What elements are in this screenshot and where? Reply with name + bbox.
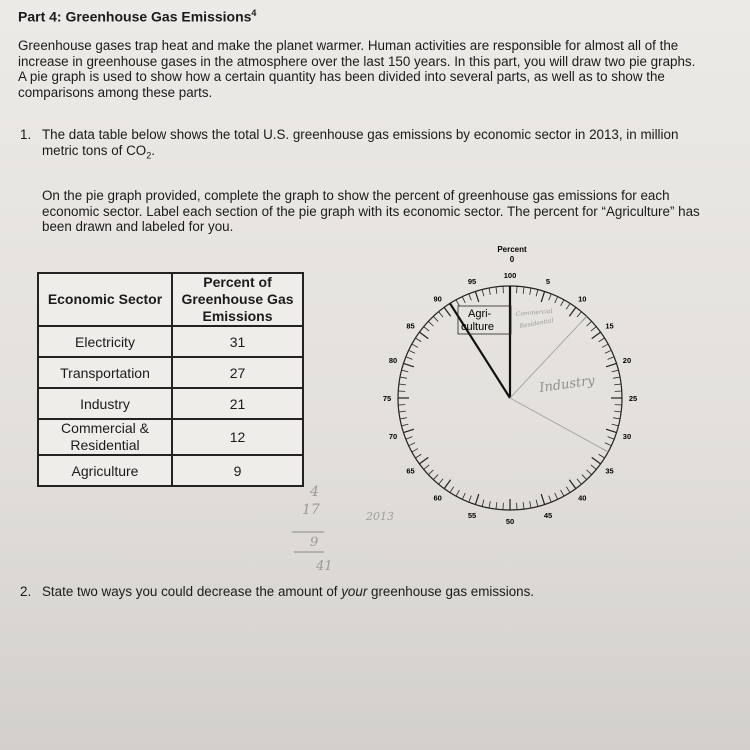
pie-tick-mark — [523, 287, 524, 294]
pie-tick-mark — [462, 297, 465, 303]
pie-tick-mark — [412, 449, 418, 452]
pie-tick-mark — [402, 424, 409, 426]
pie-tick-mark — [402, 370, 409, 372]
pie-tick-label: 5 — [545, 277, 551, 287]
pie-tick-mark — [605, 350, 611, 353]
percent-cell: 27 — [172, 357, 303, 388]
pie-tick-mark — [569, 307, 575, 316]
pie-tick-mark — [419, 332, 428, 338]
sector-cell: Agriculture — [38, 455, 172, 486]
table-row — [38, 419, 303, 455]
pie-tick-mark — [409, 350, 415, 353]
pie-tick-mark — [613, 418, 620, 419]
handwritten-note: 41 — [316, 559, 333, 574]
pie-tick-mark — [419, 457, 428, 463]
pie-tick-mark — [577, 312, 581, 317]
residential-handwriting: Residential — [519, 317, 554, 330]
percent-cell: 9 — [172, 455, 303, 486]
sector-cell: Electricity — [38, 326, 172, 357]
pie-tick-mark — [475, 494, 478, 504]
pie-tick-mark — [456, 490, 459, 496]
pie-tick-mark — [591, 327, 596, 331]
pie-tick-mark — [406, 437, 413, 440]
pie-tick-mark — [439, 479, 443, 484]
handwritten-note: 2013 — [366, 510, 394, 523]
pie-tick-label: 20 — [622, 355, 632, 365]
pie-tick-mark — [592, 332, 601, 338]
table-row — [38, 326, 303, 357]
pie-tick-mark — [561, 300, 564, 306]
pie-tick-mark — [541, 494, 544, 504]
pie-tick-mark — [614, 384, 621, 385]
pie-tick-mark — [541, 291, 544, 301]
pie-tick-mark — [582, 475, 587, 480]
pie-tick-mark — [606, 429, 616, 432]
percent-cell: 12 — [172, 419, 303, 455]
question-2-number: 2. — [20, 584, 32, 599]
percent-zero-label: 0 — [509, 255, 515, 264]
pie-tick-mark — [469, 496, 472, 503]
pie-tick-mark — [523, 502, 524, 509]
page-heading — [18, 8, 256, 25]
pie-tick-mark — [439, 312, 443, 317]
pie-tick-mark — [399, 384, 406, 385]
pie-tick-label: 85 — [406, 321, 415, 331]
pie-tick-mark — [612, 424, 619, 426]
pie-tick-label: 70 — [388, 432, 398, 442]
pie-tick-mark — [469, 294, 472, 301]
pie-tick-mark — [489, 501, 490, 508]
question-1-text — [42, 127, 702, 164]
question-2-emphasis: your — [341, 584, 368, 599]
pie-tick-label: 35 — [605, 466, 614, 476]
sector-cell: Commercial & Residential — [38, 419, 172, 455]
sector-cell: Transportation — [38, 357, 172, 388]
pie-tick-mark — [412, 344, 418, 347]
sector-cell: Industry — [38, 388, 172, 419]
pie-tick-mark — [591, 465, 596, 469]
pie-tick-mark — [561, 490, 564, 496]
pie-tick-mark — [462, 493, 465, 499]
pie-tick-label: 60 — [433, 493, 442, 503]
question-1-instructions: On the pie graph provided, complete the graph to show the percent of greenhouse gas emissions for each economic sector. Label each section of the pie graph with its economic sector. The percent for “Agriculture” has been drawn and labeled for you. — [42, 188, 700, 234]
pie-tick-mark — [608, 437, 615, 440]
percent-cell: 21 — [172, 388, 303, 419]
pie-tick-mark — [612, 370, 619, 372]
pie-tick-label: 10 — [578, 294, 587, 304]
question-1-number: 1. — [20, 127, 32, 142]
handwritten-notes — [280, 480, 420, 575]
heading-footnote: 4 — [251, 8, 257, 18]
pie-tick-mark — [433, 475, 438, 480]
pie-tick-mark — [409, 443, 415, 446]
pie-tick-mark — [530, 501, 531, 508]
handwritten-note: 17 — [302, 502, 320, 518]
pie-tick-mark — [587, 470, 592, 475]
percent-title: Percent — [497, 245, 527, 254]
header-economic-sector: Economic Sector — [38, 273, 172, 326]
pie-tick-mark — [566, 487, 570, 493]
pie-tick-mark — [424, 327, 429, 331]
pie-tick-mark — [496, 287, 497, 294]
pie-tick-mark — [399, 411, 406, 412]
agriculture-label-top: Agri- — [468, 308, 492, 320]
pie-tick-label: 55 — [467, 510, 477, 520]
pie-tick-mark — [549, 496, 552, 503]
commercial-handwriting: Commercial — [515, 307, 553, 318]
pie-tick-mark — [406, 357, 413, 360]
pie-tick-mark — [444, 480, 450, 489]
pie-tick-mark — [605, 443, 611, 446]
pie-tick-mark — [613, 377, 620, 378]
pie-tick-label: 25 — [628, 394, 638, 403]
pie-tick-mark — [555, 493, 558, 499]
pie-tick-mark — [444, 307, 450, 316]
question-2-text — [42, 584, 534, 599]
pie-tick-mark — [400, 418, 407, 419]
pie-tick-mark — [569, 480, 575, 489]
pie-tick-mark — [475, 291, 478, 301]
pie-tick-mark — [403, 363, 413, 366]
pie-tick-label: 80 — [388, 355, 398, 365]
pie-tick-label: 50 — [505, 517, 515, 526]
pie-tick-mark — [496, 502, 497, 509]
industry-handwriting: Industry — [538, 373, 596, 396]
pie-tick-mark — [536, 500, 538, 507]
agriculture-label-bottom: culture — [461, 321, 495, 333]
pie-tick-mark — [433, 316, 438, 321]
pie-tick-mark — [415, 338, 421, 342]
pie-slice-boundary — [510, 398, 608, 452]
pie-tick-mark — [489, 288, 490, 295]
question-1-period: . — [151, 142, 155, 158]
percent-cell: 31 — [172, 326, 303, 357]
table-row — [38, 455, 303, 486]
question-2-body: State two ways you could decrease the amount of — [42, 584, 342, 599]
pie-tick-mark — [482, 290, 484, 297]
pie-tick-mark — [608, 357, 615, 360]
pie-tick-label: 90 — [433, 294, 442, 304]
pie-tick-label: 30 — [622, 432, 632, 442]
pie-tick-mark — [482, 500, 484, 507]
pie-tick-mark — [602, 344, 608, 347]
pie-tick-mark — [566, 303, 570, 309]
pie-tick-label: 15 — [605, 321, 614, 331]
pie-tick-label: 95 — [467, 277, 477, 287]
pie-tick-mark — [599, 454, 605, 458]
pie-tick-label: 45 — [543, 510, 553, 520]
pie-tick-mark — [424, 465, 429, 469]
pie-tick-mark — [592, 457, 601, 463]
pie-tick-mark — [400, 377, 407, 378]
pie-tick-mark — [606, 363, 616, 366]
pie-tick-mark — [555, 297, 558, 303]
pie-tick-mark — [456, 300, 459, 306]
pie-tick-mark — [599, 338, 605, 342]
question-2-end: greenhouse gas emissions. — [367, 584, 535, 599]
heading-title: Part 4: Greenhouse Gas Emissions — [18, 8, 252, 25]
pie-tick-mark — [530, 288, 531, 295]
pie-tick-label: 75 — [382, 394, 392, 403]
pie-tick-mark — [577, 479, 581, 484]
pie-tick-mark — [536, 290, 538, 297]
emissions-table — [37, 272, 304, 487]
handwritten-note: 9 — [310, 535, 319, 550]
pie-tick-label: 40 — [578, 493, 587, 503]
table-row — [38, 388, 303, 419]
pie-tick-label: 65 — [406, 466, 415, 476]
pie-tick-label: 100 — [503, 271, 517, 280]
table-header-row — [38, 273, 303, 326]
header-percent-emissions: Percent of Greenhouse Gas Emissions — [172, 273, 303, 326]
pie-tick-mark — [403, 429, 413, 432]
pie-tick-mark — [415, 454, 421, 458]
pie-tick-mark — [614, 411, 621, 412]
pie-tick-mark — [587, 321, 592, 326]
table-row — [38, 357, 303, 388]
pie-tick-mark — [428, 470, 433, 475]
intro-paragraph: Greenhouse gases trap heat and make the planet warmer. Human activities are responsible for almost all of the increase in greenhouse gases in the atmosphere over the last 150 years. In this part, you will draw two pie graphs. A pie graph is used to show how a certain quantity has been divided into several parts, as well as to show the comparisons among these parts. — [18, 38, 696, 100]
handwritten-note: 4 — [310, 484, 319, 500]
co2-subscript: 2 — [146, 150, 152, 161]
pie-tick-mark — [428, 321, 433, 326]
pie-tick-mark — [450, 487, 454, 493]
pie-tick-mark — [549, 294, 552, 301]
question-1-body: The data table below shows the total U.S. greenhouse gas emissions by economic sector in 2013, in million metric tons of CO — [42, 127, 679, 158]
